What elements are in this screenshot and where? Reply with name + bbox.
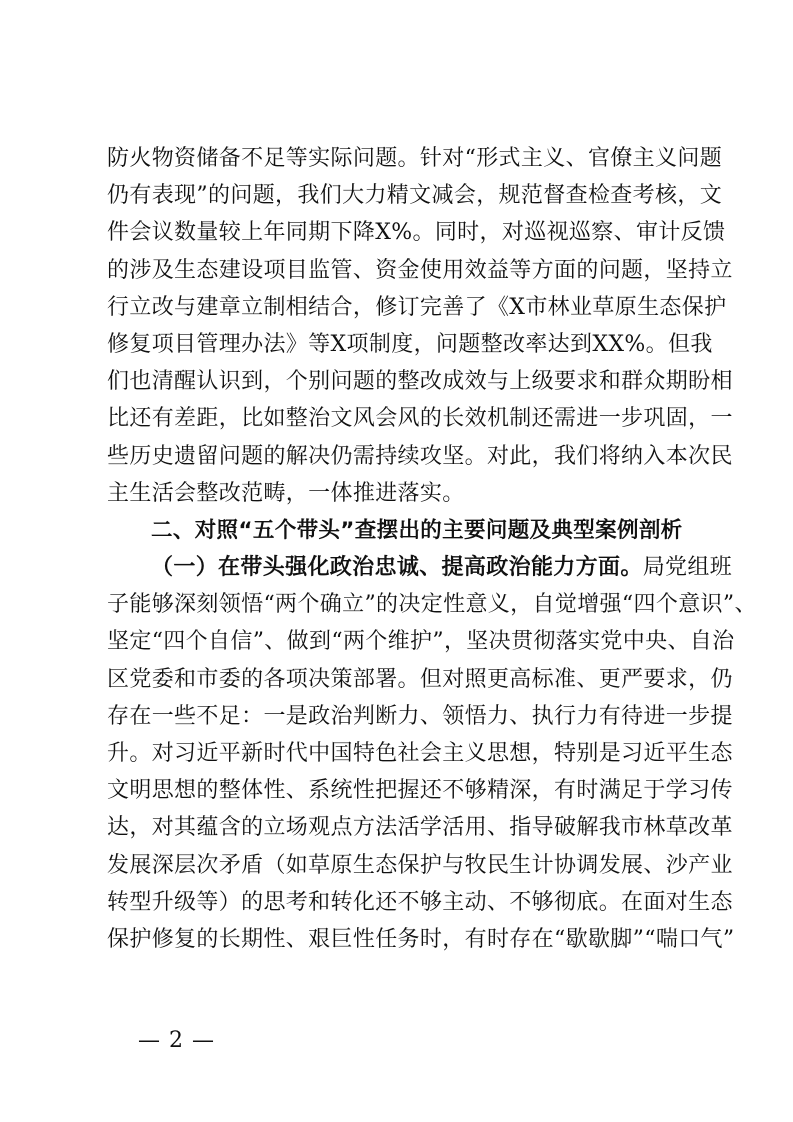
text-line: 们也清醒认识到，个别问题的整改成效与上级要求和群众期盼相: [107, 369, 733, 395]
text-line: 仍有表现”的问题，我们大力精文减会，规范督查检查考核，文: [107, 183, 723, 209]
text-span: 局党组班: [642, 555, 733, 581]
text-line: 行立改与建章立制相结合，修订完善了《X市林业草原生态保护: [107, 294, 727, 320]
text-line: 转型升级等）的思考和转化还不够主动、不够彻底。在面对生态: [107, 889, 733, 915]
section-heading: 二、对照“五个带头”查摆出的主要问题及典型案例剖析: [151, 517, 683, 543]
text-line: 保护修复的长期性、艰巨性任务时，有时存在“歇歇脚”“喘口气”: [107, 926, 735, 952]
text-line: 子能够深刻领悟“两个确立”的决定性意义，自觉增强“四个意识”、: [107, 592, 757, 618]
text-line: 存在一些不足：一是政治判断力、领悟力、执行力有待进一步提: [107, 703, 733, 729]
sub-heading: （一）在带头强化政治忠诚、提高政治能力方面。: [151, 554, 643, 581]
text-line: 件会议数量较上年同期下降X%。同时，对巡视巡察、审计反馈: [107, 220, 726, 246]
text-line: 达，对其蕴含的立场观点方法活学活用、指导破解我市林草改革: [107, 815, 733, 841]
page-number: — 2 —: [138, 1028, 215, 1053]
text-line: 修复项目管理办法》等X项制度，问题整改率达到XX%。但我: [107, 331, 713, 357]
text-line: 区党委和市委的各项决策部署。但对照更高标准、更严要求，仍: [107, 666, 733, 692]
text-line: 的涉及生态建设项目监管、资金使用效益等方面的问题，坚持立: [107, 257, 733, 283]
body-text: [107, 140, 757, 958]
text-line: 比还有差距，比如整治文风会风的长效机制还需进一步巩固，一: [107, 406, 733, 432]
text-line: 坚定“四个自信”、做到“两个维护”，坚决贯彻落实党中央、自治: [107, 629, 735, 655]
text-line: 主生活会整改范畴，一体推进落实。: [107, 480, 465, 506]
sub-heading-line: [107, 549, 733, 586]
text-line: 防火物资储备不足等实际问题。针对“形式主义、官僚主义问题: [107, 146, 723, 171]
text-line: 升。对习近平新时代中国特色社会主义思想，特别是习近平生态: [107, 741, 733, 766]
text-line: 发展深层次矛盾（如草原生态保护与牧民生计协调发展、沙产业: [107, 852, 733, 878]
text-line: 文明思想的整体性、系统性把握还不够精深，有时满足于学习传: [107, 778, 733, 804]
text-line: 些历史遗留问题的解决仍需持续攻坚。对此，我们将纳入本次民: [107, 443, 733, 469]
